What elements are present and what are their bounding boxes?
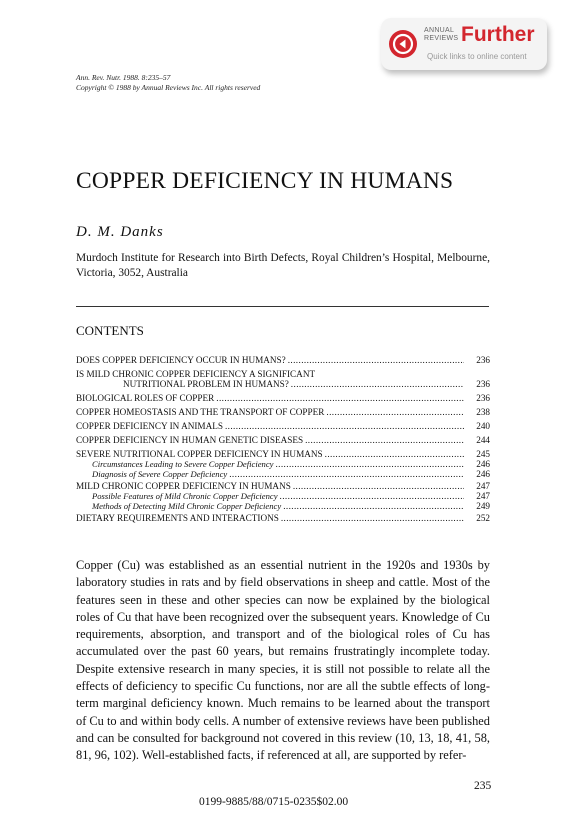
body-paragraph: Copper (Cu) was established as an essential nutrient in the 1920s and 1930s by laboratory studies in rats and by field observations in sheep and cattle. Most of the features seen in these and other species can now be explained by the biological roles of Cu that have been recognized over the subsequent years. Knowledge of Cu requirements, absorption, and transport and of the biological roles of Cu has accumulated over the past 60 years, but remains frustratingly incomplete today. Despite extensive research in many species, it is still not possible to relate all the effects of deficiency to specific Cu functions, nor are all the subtle effects of long-term marginal deficiency known. Much remains to be learned about the transport of Cu to and within body cells. A number of extensive reviews have been published and can be consulted for background not covered in this review (10, 13, 18, 41, 58, 81, 96, 102). Well-established facts, if referenced at all, are supported by refer- <box>76 558 490 763</box>
play-back-icon <box>389 30 417 58</box>
toc-item[interactable]: IS MILD CHRONIC COPPER DEFICIENCY A SIGNIFICANT <box>76 369 316 379</box>
toc-subitem[interactable]: Possible Features of Mild Chronic Copper Deficiency ..... 247 <box>76 491 490 501</box>
toc-item[interactable]: MILD CHRONIC COPPER DEFICIENCY IN HUMANS ..... 247 <box>76 481 490 491</box>
toc-subitem[interactable]: Diagnosis of Severe Copper Deficiency ..... 246 <box>76 469 490 479</box>
page-number: 235 <box>474 780 492 792</box>
annual-reviews-further-badge[interactable] <box>381 18 547 70</box>
author-name: D. M. Danks <box>76 224 164 240</box>
toc-item[interactable]: DIETARY REQUIREMENTS AND INTERACTIONS ..... 252 <box>76 513 490 523</box>
issn-code: 0199-9885/88/0715-0235$02.00 <box>199 796 349 808</box>
toc-item[interactable]: COPPER HOMEOSTASIS AND THE TRANSPORT OF COPPER ..... 238 <box>76 407 490 417</box>
toc-item[interactable]: NUTRITIONAL PROBLEM IN HUMANS? ..... 236 <box>76 379 490 389</box>
author-affiliation: Murdoch Institute for Research into Birth Defects, Royal Children’s Hospital, Melbourne, Victoria, 3052, Australia <box>76 252 490 279</box>
toc-subitem[interactable]: Circumstances Leading to Severe Copper Deficiency ..... 246 <box>76 459 490 469</box>
article-title: COPPER DEFICIENCY IN HUMANS <box>76 168 454 194</box>
toc-item[interactable]: COPPER DEFICIENCY IN HUMAN GENETIC DISEASES ..... 244 <box>76 435 490 445</box>
citation-line: Ann. Rev. Nutr. 1988. 8:235–57 <box>76 73 171 82</box>
table-of-contents <box>76 355 490 523</box>
contents-heading: CONTENTS <box>76 323 144 338</box>
journal-citation <box>76 73 260 93</box>
copyright-line: Copyright © 1988 by Annual Reviews Inc. All rights reserved <box>76 83 261 92</box>
further-label: Further <box>461 23 535 46</box>
toc-item[interactable]: DOES COPPER DEFICIENCY OCCUR IN HUMANS? ..... 236 <box>76 355 490 365</box>
toc-subitem[interactable]: Methods of Detecting Mild Chronic Copper Deficiency ..... 249 <box>76 501 490 511</box>
toc-item[interactable]: COPPER DEFICIENCY IN ANIMALS ..... 240 <box>76 421 490 431</box>
toc-item[interactable]: SEVERE NUTRITIONAL COPPER DEFICIENCY IN HUMANS ..... 245 <box>76 449 490 459</box>
toc-item[interactable]: BIOLOGICAL ROLES OF COPPER ..... 236 <box>76 393 490 403</box>
quick-links-label: Quick links to online content <box>427 52 527 61</box>
annual-reviews-logo-text: ANNUAL REVIEWS <box>424 27 459 42</box>
divider-rule <box>76 306 489 307</box>
